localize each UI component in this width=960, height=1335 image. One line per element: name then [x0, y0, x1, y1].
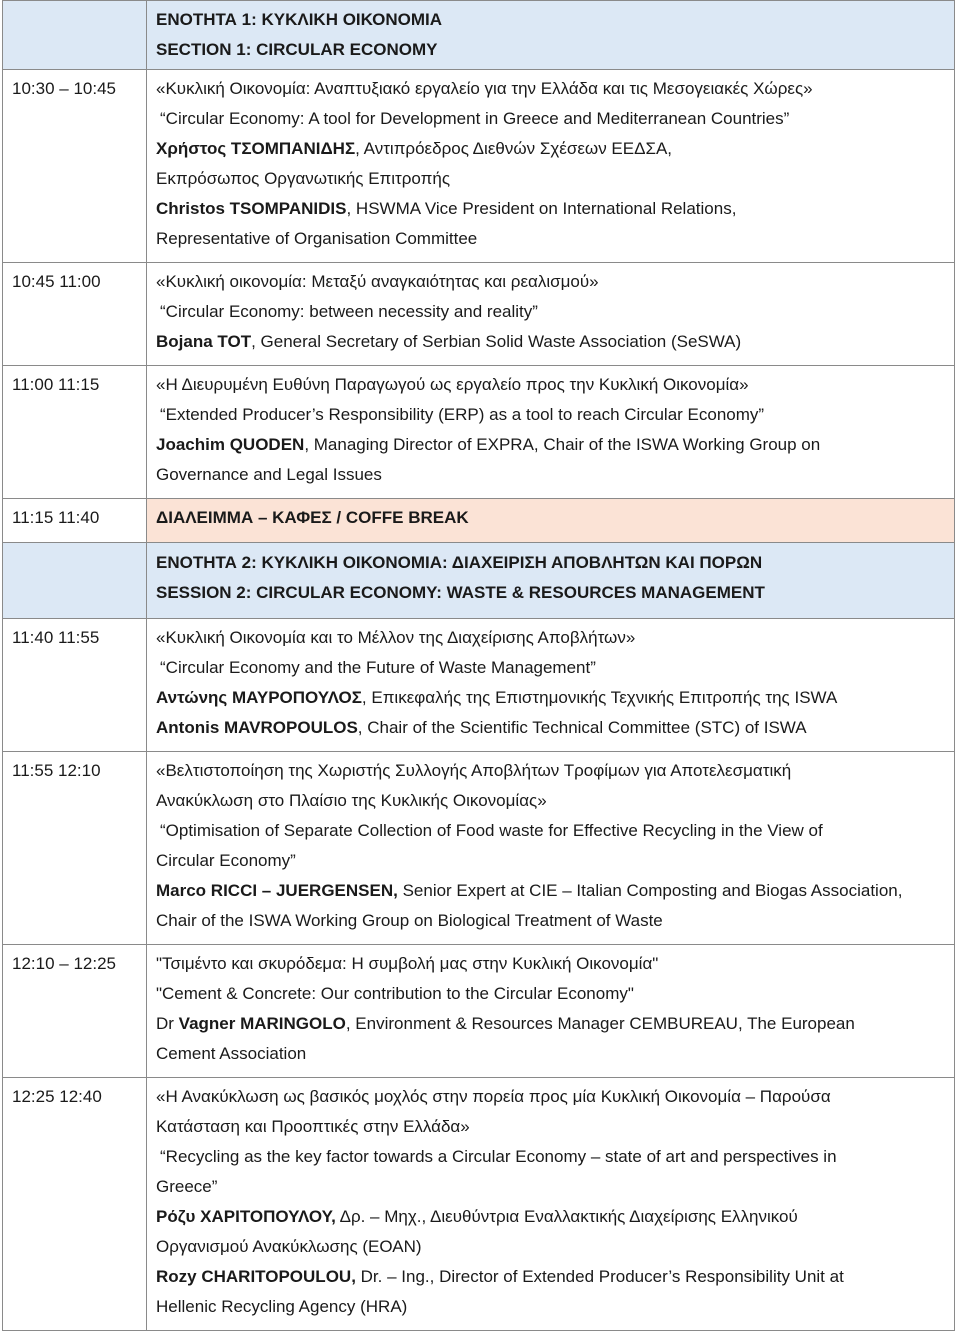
speaker-name: Ρόζυ ΧΑΡΙΤΟΠΟΥΛΟΥ, [156, 1207, 336, 1226]
speaker-name: Marco RICCI – JUERGENSEN, [156, 881, 398, 900]
talk-title-en: “Extended Producer’s Responsibility (ERP) as a tool to reach Circular Economy” [160, 405, 765, 424]
speaker-name: Antonis MAVROPOULOS [156, 718, 358, 737]
speaker [156, 876, 948, 906]
session-content [147, 945, 955, 1078]
session-row [3, 263, 955, 366]
session-content [147, 752, 955, 945]
talk-title-en: “Optimisation of Separate Collection of Food waste for Effective Recycling in the View of [160, 821, 823, 840]
session-row [3, 752, 955, 945]
speaker-en [156, 713, 948, 743]
break-time: 11:15 11:40 [3, 499, 147, 543]
session-time: 11:00 11:15 [3, 366, 147, 499]
session-content [147, 366, 955, 499]
speaker-role-cont: Hellenic Recycling Agency (HRA) [156, 1297, 408, 1316]
session-time: 11:40 11:55 [3, 619, 147, 752]
break-row [3, 499, 955, 543]
speaker-prefix: Dr [156, 1014, 179, 1033]
session-content [147, 70, 955, 263]
session-row [3, 619, 955, 752]
talk-title-en: “Recycling as the key factor towards a Circular Economy – state of art and perspectives in [160, 1147, 837, 1166]
talk-title-gr: "Τσιμέντο και σκυρόδεμα: Η συμβολή μας στην Κυκλική Οικονομία" [156, 954, 659, 973]
session-content [147, 1078, 955, 1331]
section-title [147, 543, 955, 619]
speaker-role: Dr. – Ing., Director of Extended Producer’s Responsibility Unit at [355, 1267, 844, 1286]
section-title-en: SECTION 1: CIRCULAR ECONOMY [156, 40, 438, 59]
section-header-row [3, 1, 955, 70]
speaker-en [156, 194, 948, 224]
session-time: 11:55 12:10 [3, 752, 147, 945]
speaker-name: Vagner MARINGOLO [178, 1014, 346, 1033]
speaker-name: Rozy CHARITOPOULOU, [156, 1267, 356, 1286]
session-content [147, 619, 955, 752]
talk-title-en-cont: Greece” [156, 1177, 218, 1196]
talk-title-en: “Circular Economy: A tool for Development in Greece and Mediterranean Countries” [160, 109, 790, 128]
talk-title-en: "Cement & Concrete: Our contribution to the Circular Economy" [156, 984, 634, 1003]
speaker-name: Χρήστος ΤΣΟΜΠΑΝΙΔΗΣ [156, 139, 356, 158]
speaker-role: , Chair of the Scientific Technical Committee (STC) of ISWA [357, 718, 807, 737]
section-title-en: SESSION 2: CIRCULAR ECONOMY: WASTE & RESOURCES MANAGEMENT [156, 583, 765, 602]
speaker-role: , Επικεφαλής της Επιστημονικής Τεχνικής Επιτροπής της ISWA [361, 688, 838, 707]
speaker-gr [156, 1202, 948, 1232]
speaker-name: Bojana TOT [156, 332, 252, 351]
session-row [3, 366, 955, 499]
speaker-name: Christos TSOMPANIDIS [156, 199, 347, 218]
talk-title-en: “Circular Economy: between necessity and reality” [160, 302, 538, 321]
section-title-gr: ΕΝΟΤΗΤΑ 1: ΚΥΚΛΙΚΗ ΟΙΚΟΝΟΜΙΑ [156, 10, 443, 29]
session-time: 10:30 – 10:45 [3, 70, 147, 263]
speaker [156, 327, 948, 357]
speaker [156, 1009, 948, 1039]
speaker-role: , Managing Director of EXPRA, Chair of the ISWA Working Group on [304, 435, 821, 454]
talk-title-gr: «Κυκλική Οικονομία: Αναπτυξιακό εργαλείο για την Ελλάδα και τις Μεσογειακές Χώρες» [156, 79, 813, 98]
section-title-gr: ΕΝΟΤΗΤΑ 2: ΚΥΚΛΙΚΗ ΟΙΚΟΝΟΜΙΑ: ΔΙΑΧΕΙΡΙΣΗ ΑΠΟΒΛΗΤΩΝ ΚΑΙ ΠΟΡΩΝ [156, 553, 763, 572]
speaker-role: Δρ. – Μηχ., Διευθύντρια Εναλλακτικής Διαχείρισης Ελληνικού [335, 1207, 798, 1226]
empty-time-cell [3, 543, 147, 619]
speaker-role: , General Secretary of Serbian Solid Waste Association (SeSWA) [251, 332, 742, 351]
session-time: 12:25 12:40 [3, 1078, 147, 1331]
session-time: 10:45 11:00 [3, 263, 147, 366]
empty-time-cell [3, 1, 147, 70]
break-label-cell [147, 499, 955, 543]
talk-title-gr: «Η Διευρυμένη Ευθύνη Παραγωγού ως εργαλείο προς την Κυκλική Οικονομία» [156, 375, 749, 394]
speaker-role-cont: Cement Association [156, 1044, 307, 1063]
speaker-role: , Environment & Resources Manager CEMBUREAU, The European [345, 1014, 855, 1033]
speaker-role-cont: Οργανισμού Ανακύκλωσης (ΕΟΑΝ) [156, 1237, 422, 1256]
speaker-name: Αντώνης ΜΑΥΡΟΠΟΥΛΟΣ [156, 688, 362, 707]
session-time: 12:10 – 12:25 [3, 945, 147, 1078]
session-row [3, 945, 955, 1078]
speaker-role: Senior Expert at CIE – Italian Composting and Biogas Association, [397, 881, 903, 900]
talk-title-gr-cont: Κατάσταση και Προοπτικές στην Ελλάδα» [156, 1117, 470, 1136]
programme-table [2, 0, 955, 1331]
talk-title-gr-cont: Ανακύκλωση στο Πλαίσιο της Κυκλικής Οικονομίας» [156, 791, 547, 810]
talk-title-gr: «Βελτιστοποίηση της Χωριστής Συλλογής Αποβλήτων Τροφίμων για Αποτελεσματική [156, 761, 792, 780]
speaker-role-cont: Εκπρόσωπος Οργανωτικής Επιτροπής [156, 169, 451, 188]
speaker-gr [156, 683, 948, 713]
talk-title-en-cont: Circular Economy” [156, 851, 296, 870]
speaker-role-cont: Representative of Organisation Committee [156, 229, 478, 248]
talk-title-gr: «Η Ανακύκλωση ως βασικός μοχλός στην πορεία προς μία Κυκλική Οικονομία – Παρούσα [156, 1087, 831, 1106]
talk-title-gr: «Κυκλική οικονομία: Μεταξύ αναγκαιότητας και ρεαλισμού» [156, 272, 599, 291]
section-title [147, 1, 955, 70]
speaker-gr [156, 134, 948, 164]
section-header-row [3, 543, 955, 619]
speaker-role-cont: Governance and Legal Issues [156, 465, 382, 484]
speaker-en [156, 1262, 948, 1292]
speaker-role: , Αντιπρόεδρος Διεθνών Σχέσεων ΕΕΔΣΑ, [355, 139, 673, 158]
speaker-role: , HSWMA Vice President on International Relations, [346, 199, 737, 218]
session-row [3, 1078, 955, 1331]
talk-title-en: “Circular Economy and the Future of Waste Management” [160, 658, 596, 677]
speaker [156, 430, 948, 460]
session-row [3, 70, 955, 263]
session-content [147, 263, 955, 366]
speaker-role-cont: Chair of the ISWA Working Group on Biological Treatment of Waste [156, 911, 663, 930]
speaker-name: Joachim QUODEN [156, 435, 305, 454]
break-label: ΔΙΑΛΕΙΜΜΑ – ΚΑΦΕΣ / COFFE BREAK [156, 508, 469, 527]
talk-title-gr: «Κυκλική Οικονομία και το Μέλλον της Διαχείρισης Αποβλήτων» [156, 628, 636, 647]
